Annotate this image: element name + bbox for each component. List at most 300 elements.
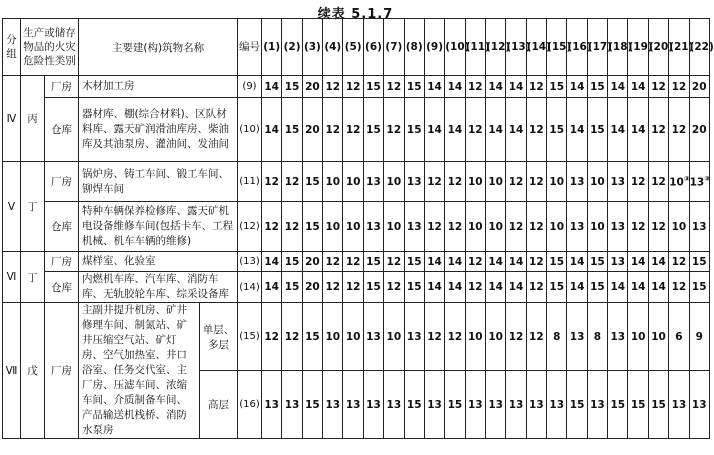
distance-value: 13 [549,398,565,411]
distance-value: 15 [590,123,605,136]
distance-value-cell [384,98,404,162]
distance-value: 12 [284,175,300,188]
distance-value-cell [669,76,689,98]
distance-value-cell [506,162,526,202]
header-col: (10) [445,19,465,76]
distance-value-cell [628,272,648,303]
distance-value-cell [465,98,485,162]
distance-value-cell [262,252,282,272]
distance-value-cell [323,162,343,202]
distance-value-cell [547,98,567,162]
distance-value: 13 [366,175,381,188]
distance-value-cell [628,303,648,371]
header-col: (18) [608,19,628,76]
distance-value-cell [648,76,668,98]
distance-value: 12 [447,175,463,188]
distance-value-cell [282,303,302,371]
distance-value: 15 [305,220,320,233]
distance-value: 14 [447,80,463,93]
distance-value-cell [424,98,444,162]
distance-value: 12 [345,123,361,136]
distance-value: 15 [305,398,320,411]
distance-value-cell [526,202,546,252]
distance-value: 12 [651,220,666,233]
distance-value: 12 [529,175,544,188]
distance-value-cell [404,303,424,371]
distance-value: 12 [651,80,666,93]
distance-value-cell [384,303,404,371]
distance-value: 14 [610,281,626,293]
distance-value: 12 [386,123,402,136]
distance-value: 12 [325,281,341,293]
distance-value-cell [465,371,485,439]
group-cell: Ⅳ [3,76,21,162]
distance-value-cell [323,252,343,272]
distance-value-cell [445,162,465,202]
distance-value: 13 [366,330,381,343]
building-type-cell: 仓库 [45,272,79,303]
distance-value-cell [567,272,587,303]
distance-value-cell [343,162,363,202]
distance-value-cell [282,202,302,252]
building-type-cell: 厂房 [45,76,79,98]
distance-value: 12 [529,281,544,293]
distance-value-cell [608,202,628,252]
distance-value-cell [302,98,322,162]
distance-value-cell [404,252,424,272]
distance-value-cell [485,202,505,252]
distance-value-cell [323,303,343,371]
building-type-cell: 仓库 [45,202,79,252]
distance-value: 12 [427,175,442,188]
distance-value: 12 [467,80,483,93]
distance-value: 12 [671,123,687,136]
distance-value-cell [302,252,322,272]
distance-value-cell [608,98,628,162]
distance-value: 12 [284,220,300,233]
distance-value: 15 [284,255,300,268]
distance-value: 13 [488,398,503,411]
table-row [3,202,710,252]
distance-value-cell [404,202,424,252]
header-col: (21) [669,19,689,76]
distance-value-cell [445,98,465,162]
distance-value-cell [689,303,709,371]
distance-value: 14 [488,123,503,136]
distance-value-cell [648,303,668,371]
distance-value-cell [587,162,607,202]
distance-value-cell [302,162,322,202]
distance-value: 10 [386,175,402,188]
header-group: 分组 [3,19,21,76]
distance-value: 10 [325,175,341,188]
distance-value: 15 [366,80,381,93]
building-name-cell: 主副井提升机房、矿井修理车间、制氮站、矿井压缩空气站、矿灯房、空气加热室、井口浴室、任务交代室、主厂房、压滤车间、浓缩车间、介质制备车间、产品输送机栈桥、消防水泵房 [79,303,200,439]
distance-value: 12 [447,330,463,343]
distance-value-cell [282,76,302,98]
distance-value: 14 [508,123,524,136]
distance-value-cell [628,76,648,98]
header-col: (9) [424,19,444,76]
distance-value-cell [587,371,607,439]
distance-value-cell [445,303,465,371]
distance-value-cell [689,252,709,272]
row-number-cell: (13) [238,252,262,272]
distance-value: 10 [549,220,565,233]
distance-value-cell [567,252,587,272]
distance-value: 13 [590,398,605,411]
distance-value-cell [465,303,485,371]
distance-value: 13 [610,175,626,188]
header-col: (2) [282,19,302,76]
distance-value-cell [302,371,322,439]
distance-value-cell [547,371,567,439]
distance-value: 12 [325,123,341,136]
distance-value: 12 [345,80,361,93]
hazard-class-cell: 戊 [21,303,45,439]
distance-value: 15 [366,281,381,293]
distance-value: 13 [691,220,707,233]
distance-value-cell [648,202,668,252]
distance-value: 15 [691,281,707,293]
distance-value-cell [363,252,383,272]
distance-value: 15 [549,281,565,293]
distance-value-cell [567,371,587,439]
distance-value: 10 [488,330,503,343]
distance-value-cell [608,272,628,303]
distance-value: 13 [529,398,544,411]
distance-value-cell [343,303,363,371]
distance-value-cell [628,98,648,162]
distance-value-cell [485,371,505,439]
header-col: (19) [628,19,648,76]
distance-value-cell [363,162,383,202]
distance-value-cell [567,303,587,371]
distance-value: 15 [305,330,320,343]
row-number-cell: (16) [238,371,262,439]
distance-value: 14 [569,80,585,93]
distance-value-cell [445,202,465,252]
distance-value: 12 [447,220,463,233]
header-col: (14) [526,19,546,76]
header-col: (1) [262,19,282,76]
distance-value-cell [424,202,444,252]
distance-value: 14 [488,80,503,93]
distance-value-cell [669,202,689,252]
distance-value: 13 [610,330,626,343]
distance-value: 10 [669,176,684,189]
distance-value: 13 [427,398,442,411]
distance-value-cell [526,272,546,303]
distance-value: 20 [305,255,320,268]
hazard-class-cell: 丁 [21,162,45,252]
table-row [3,303,710,371]
distance-value: 10 [671,220,687,233]
distance-value-cell [628,162,648,202]
distance-value: 12 [671,80,687,93]
building-name-cell: 器材库、棚(综合材料)、区队材料库、露天矿润滑油库房、柴油库及其油泵房、灌油间、发油间 [79,98,238,162]
distance-value-cell [302,76,322,98]
group-cell: Ⅴ [3,162,21,252]
distance-value: 12 [651,175,666,188]
table-row [3,162,710,202]
distance-value-cell [363,303,383,371]
row-number-cell: (12) [238,202,262,252]
building-type-cell: 仓库 [45,98,79,162]
distance-value-cell [302,272,322,303]
distance-value: 14 [651,255,666,268]
distance-value-cell [384,202,404,252]
distance-value-cell [323,371,343,439]
distance-value: 10 [386,220,402,233]
distance-value-cell [689,371,709,439]
distance-value-cell [587,303,607,371]
distance-value-cell [526,162,546,202]
distance-value: 10 [630,330,646,343]
distance-value-cell [567,98,587,162]
distance-value: 15 [447,398,463,411]
distance-value: 10 [488,220,503,233]
distance-value-cell [547,202,567,252]
distance-value: 12 [529,80,544,93]
distance-value: 10 [467,220,483,233]
distance-value: 14 [264,255,279,268]
distance-value-cell [262,98,282,162]
distance-value: 13 [467,398,483,411]
distance-value-cell [689,76,709,98]
distance-value-cell [363,76,383,98]
distance-value-cell [567,202,587,252]
distance-value-cell [282,252,302,272]
distance-value: 13 [406,175,422,188]
distance-value: 14 [427,255,442,268]
distance-value-cell [384,272,404,303]
distance-value-cell [485,76,505,98]
row-number-cell: (11) [238,162,262,202]
distance-value: 15 [406,123,422,136]
distance-value: 14 [488,281,503,293]
distance-value: 13 [264,398,279,411]
distance-value-cell [282,162,302,202]
distance-value: 12 [325,80,341,93]
distance-value: 12 [386,80,402,93]
distance-value: 15 [406,80,422,93]
distance-value: 15 [284,80,300,93]
distance-value-cell [445,252,465,272]
header-number: 编号 [238,19,262,76]
distance-value: 15 [406,398,422,411]
hazard-class-cell: 丁 [21,252,45,303]
distance-value-cell [363,371,383,439]
distance-value-cell [262,162,282,202]
distance-value: 14 [569,255,585,268]
distance-value-cell [445,76,465,98]
distance-value: 12 [467,123,483,136]
distance-value: 14 [447,123,463,136]
distance-value: 15 [651,398,666,411]
distance-value-cell [608,76,628,98]
distance-value-cell [648,162,668,202]
row-number-cell: (9) [238,76,262,98]
distance-value: 9 [695,330,703,343]
distance-value-cell [323,272,343,303]
distance-value: 13 [569,330,585,343]
header-col: (5) [343,19,363,76]
distance-value: 10 [345,175,361,188]
building-name-cell: 木材加工房 [79,76,238,98]
distance-value: 15 [569,398,585,411]
distance-value-cell [404,272,424,303]
distance-value: 15 [366,123,381,136]
distance-value: 13 [569,220,585,233]
distance-value-cell [384,252,404,272]
distance-value-cell [547,162,567,202]
distance-value-cell [343,202,363,252]
distance-value: 14 [427,281,442,293]
distance-value: 10 [488,175,503,188]
distance-value: 15 [590,281,605,293]
distance-value: 14 [569,281,585,293]
distance-value: 14 [651,281,666,293]
distance-value: 14 [630,281,646,293]
distance-value-cell [669,272,689,303]
distance-value-cell [669,303,689,371]
distance-value: 12 [651,123,666,136]
distance-value: 10 [651,330,666,343]
distance-value: 13 [691,398,707,411]
distance-value-cell [587,202,607,252]
distance-value: 14 [508,255,524,268]
building-name-cell: 内燃机车库、汽车库、消防车库、无轨胶轮车库、综采设备库 [79,272,238,303]
distance-value-cell [689,272,709,303]
distance-value: 12 [630,175,646,188]
distance-value: 12 [264,330,279,343]
distance-value-cell [485,303,505,371]
distance-value-cell [363,272,383,303]
distance-value-cell [669,371,689,439]
header-col: (15) [547,19,567,76]
header-col: (3) [302,19,322,76]
distance-value: 14 [447,255,463,268]
distance-value: 10 [345,330,361,343]
distance-value: 14 [427,123,442,136]
distance-value-cell [384,76,404,98]
distance-value: 20 [691,80,707,93]
distance-value-cell [465,162,485,202]
distance-value: 12 [508,330,524,343]
distance-value: 15 [284,123,300,136]
distance-value-cell [526,303,546,371]
building-type-cell: 厂房 [45,252,79,272]
distance-value-cell [323,98,343,162]
distance-value: 13 [366,220,381,233]
distance-value: 13 [671,398,687,411]
distance-value: 13 [284,398,300,411]
distance-value-cell [262,371,282,439]
distance-value: 10 [325,330,341,343]
distance-value: 12 [427,220,442,233]
distance-value-cell [587,98,607,162]
distance-value-cell [282,371,302,439]
building-name-cell: 煤样室、化验室 [79,252,238,272]
distance-value-cell [485,98,505,162]
distance-value: 14 [447,281,463,293]
distance-value: 10 [386,330,402,343]
table-row [3,76,710,98]
distance-value-cell [669,162,689,202]
distance-value-cell [262,202,282,252]
distance-value-cell [587,252,607,272]
building-name-cell: 特种车辆保养检修库、露天矿机电设备维修车间(包括卡车、工程机械、机车车辆的维修) [79,202,238,252]
distance-value: 13 [508,398,524,411]
distance-value-cell [547,303,567,371]
distance-value: 20 [305,123,320,136]
floor-type-cell: 高层 [200,371,238,439]
distance-value-cell [343,76,363,98]
distance-value-cell [689,202,709,252]
distance-value: 12 [345,281,361,293]
distance-value: 14 [264,281,279,293]
distance-value: 12 [671,281,687,293]
distance-value: 14 [569,123,585,136]
distance-value: 10 [345,220,361,233]
distance-value-cell [343,98,363,162]
distance-value-cell [506,303,526,371]
header-building-name: 主要建(构)筑物名称 [79,19,238,76]
distance-value-cell [424,76,444,98]
distance-value: 12 [284,330,300,343]
distance-value: 15 [406,255,422,268]
hazard-class-cell: 丙 [21,76,45,162]
footnote-mark: ③ [704,174,711,183]
distance-value: 12 [345,255,361,268]
distance-value-cell [424,303,444,371]
distance-value: 12 [386,255,402,268]
distance-value-cell [465,202,485,252]
distance-value: 13 [406,330,422,343]
distance-value-cell [628,371,648,439]
distance-value-cell [608,162,628,202]
distance-value: 14 [610,123,626,136]
distance-value-cell [465,252,485,272]
building-type-cell: 厂房 [45,162,79,202]
distance-value: 20 [305,281,320,293]
distance-value: 12 [264,175,279,188]
distance-value: 13 [366,398,381,411]
distance-value-cell [262,76,282,98]
distance-value-cell [608,303,628,371]
distance-value-cell [485,252,505,272]
table-row [3,98,710,162]
distance-value: 13 [325,398,341,411]
distance-value: 15 [549,80,565,93]
distance-value: 13 [689,176,705,189]
distance-value-cell [363,98,383,162]
distance-value-cell [648,272,668,303]
header-hazard-class: 生产或储存物品的火灾危险性类别 [21,19,79,76]
distance-value-cell [628,202,648,252]
group-cell: Ⅵ [3,252,21,303]
distance-value: 15 [630,398,646,411]
distance-value: 10 [590,220,605,233]
distance-value-cell [343,272,363,303]
distance-value-cell [404,76,424,98]
distance-value: 15 [691,255,707,268]
row-number-cell: (15) [238,303,262,371]
distance-value-cell [485,272,505,303]
distance-value: 10 [467,330,483,343]
header-col: (12) [485,19,505,76]
